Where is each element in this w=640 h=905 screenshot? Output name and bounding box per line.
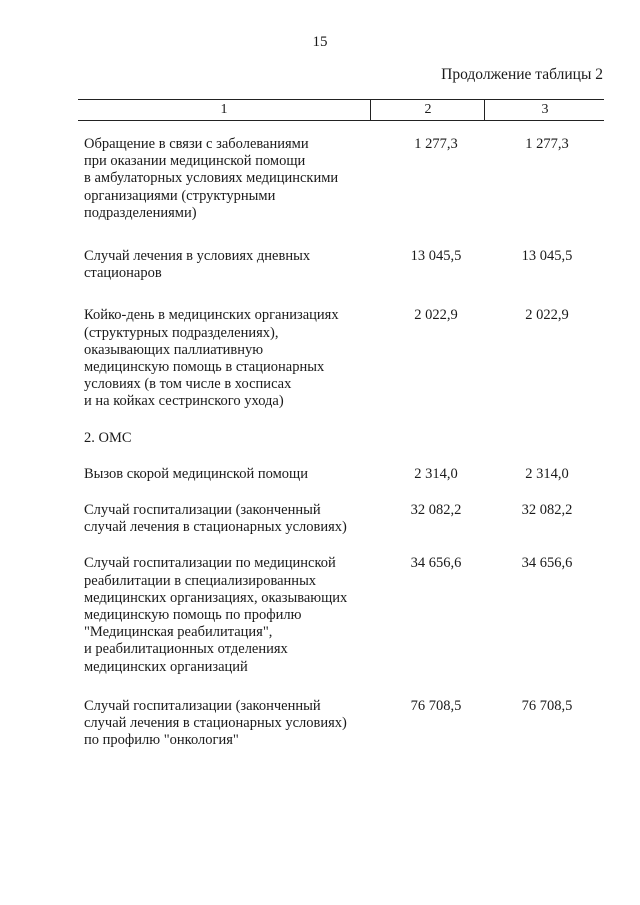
table-body [84,136,604,749]
row-indicator-name: Койко-день в медицинских организациях (структурных подразделениях), оказывающих паллиативную медицинскую помощь в стационарных условиях (в том числе в хосписах и на койках сестринского ухода) [84,307,339,410]
row-value-col3: 1 277,3 [525,136,569,152]
row-indicator-name: Случай госпитализации (законченный случай лечения в стационарных условиях) [84,502,347,536]
row-indicator-name: Вызов скорой медицинской помощи [84,465,308,482]
table-row [84,502,604,536]
row-indicator-name: Обращение в связи с заболеваниями при оказании медицинской помощи в амбулаторных условиях медицинскими организациями (структурными подразделениями) [84,136,339,221]
row-value-col3: 34 656,6 [521,555,573,572]
table-row [84,466,604,483]
table-row [84,248,604,282]
column-header-3: 3 [484,100,605,120]
data-table [78,99,604,121]
table-continuation-label: Продолжение таблицы 2 [441,66,603,83]
table-row [84,698,604,750]
row-indicator-name: Случай лечения в условиях дневных стационаров [84,248,311,282]
row-value-col2: 32 082,2 [410,502,462,519]
row-value-col3: 76 708,5 [521,697,573,714]
section-heading: 2. ОМС [84,429,132,446]
table-row [84,136,604,222]
row-indicator-name: Случай госпитализации по медицинской реабилитации в специализированных медицинских организациях, оказывающих медицинскую помощь по профилю "Медицинская реабилитация", и реабилитационных отделениях медицинских организаций [84,555,348,675]
row-value-col2: 2 022,9 [414,307,458,324]
table-row [84,307,604,410]
row-value-col2: 13 045,5 [410,248,462,265]
row-value-col2: 1 277,3 [414,136,458,152]
row-value-col3: 2 022,9 [525,307,569,324]
section-heading-row [84,430,604,447]
row-value-col3: 32 082,2 [521,502,573,519]
row-value-col2: 76 708,5 [410,697,462,714]
row-value-col2: 2 314,0 [414,465,458,482]
row-indicator-name: Случай госпитализации (законченный случай лечения в стационарных условиях) по профилю "онкология" [84,697,347,749]
page-number: 15 [312,34,328,50]
row-value-col3: 13 045,5 [521,248,573,265]
column-header-2: 2 [370,100,485,120]
column-header-1: 1 [220,102,228,117]
row-value-col3: 2 314,0 [525,465,569,482]
row-value-col2: 34 656,6 [410,555,462,572]
table-row [84,555,604,675]
table-header-row [78,99,604,121]
